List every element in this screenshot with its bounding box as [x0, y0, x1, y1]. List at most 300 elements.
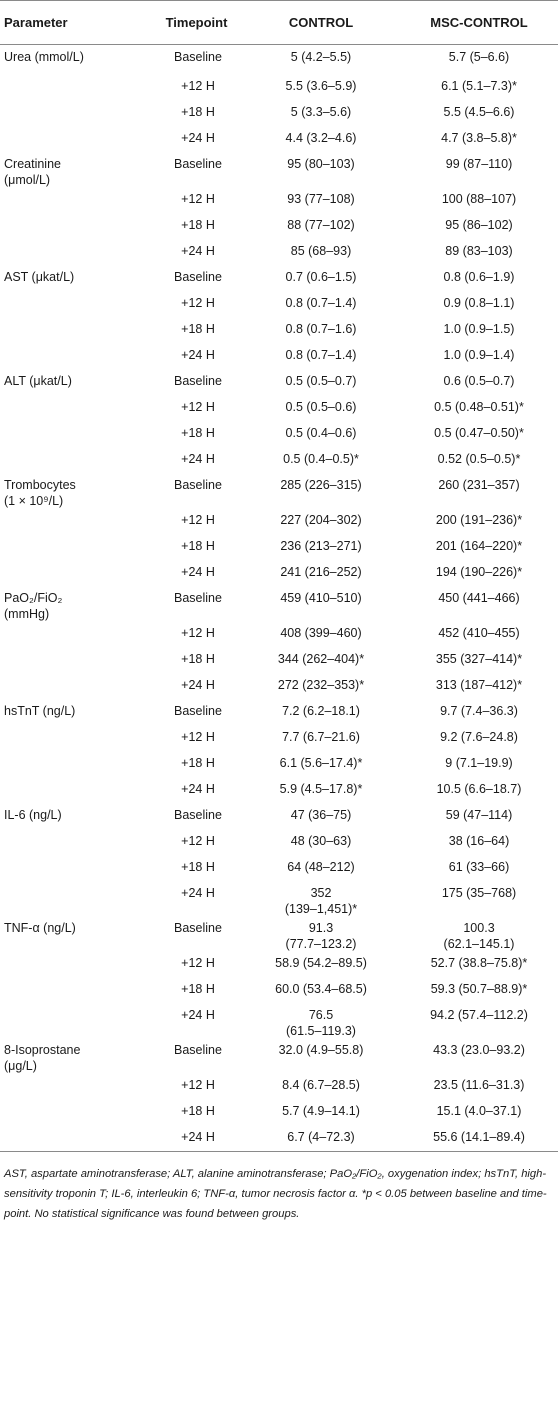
cell-control [242, 561, 400, 587]
cell-control-text: 47 (36–75) [290, 807, 352, 822]
cell-parameter [0, 396, 140, 422]
cell-msc-control-text: 5.5 (4.5–6.6) [443, 104, 515, 119]
cell-msc-control-text: 201 (164–220)* [435, 538, 523, 553]
cell-control-text: 0.7 (0.6–1.5) [285, 269, 357, 284]
cell-control [242, 370, 400, 396]
cell-control-text-line2: (77.7–123.2) [285, 936, 357, 951]
cell-timepoint-text: +12 H [181, 833, 215, 848]
cell-timepoint-text: Baseline [174, 477, 222, 492]
cell-msc-control-text: 59.3 (50.7–88.9)* [430, 981, 528, 996]
cell-msc-control-text: 52.7 (38.8–75.8)* [430, 955, 528, 970]
cell-timepoint [140, 561, 242, 587]
cell-msc-control-text: 9.2 (7.6–24.8) [440, 729, 518, 744]
cell-control [242, 1126, 400, 1152]
cell-msc-control-text: 200 (191–236)* [435, 512, 523, 527]
header-msc-control: MSC-CONTROL [430, 15, 528, 30]
cell-msc-control [400, 700, 558, 726]
cell-timepoint-text: +24 H [181, 1007, 215, 1022]
cell-timepoint-text: +12 H [181, 729, 215, 744]
cell-timepoint-text: Baseline [174, 590, 222, 605]
cell-timepoint-text: +18 H [181, 859, 215, 874]
cell-msc-control [400, 75, 558, 101]
table-row [0, 587, 558, 622]
cell-parameter-text: Urea (mmol/L) [4, 50, 84, 64]
table-row [0, 75, 558, 101]
cell-parameter-text: IL-6 (ng/L) [4, 807, 62, 822]
cell-control [242, 153, 400, 188]
table-row [0, 422, 558, 448]
cell-msc-control-text: 89 (83–103) [445, 243, 513, 258]
table-row [0, 804, 558, 830]
cell-control [242, 509, 400, 535]
cell-control-text: 0.5 (0.4–0.5)* [283, 451, 359, 466]
cell-control [242, 882, 400, 917]
cell-msc-control [400, 509, 558, 535]
cell-timepoint [140, 1074, 242, 1100]
cell-timepoint [140, 422, 242, 448]
table-footnote: AST, aspartate aminotransferase; ALT, alanine aminotransferase; PaO₂/FiO₂, oxygenation index; hsTnT, high-sensitivity troponin T; IL-6, interleukin 6; TNF-α, tumor necrosis factor α. *p < 0.05 between baseline and time-point. No statistical significance was found between groups. [4, 1168, 547, 1220]
cell-control [242, 344, 400, 370]
table-row [0, 674, 558, 700]
cell-control [242, 45, 400, 75]
cell-msc-control-text: 0.8 (0.6–1.9) [443, 269, 515, 284]
cell-timepoint [140, 726, 242, 752]
cell-msc-control-text: 0.9 (0.8–1.1) [443, 295, 515, 310]
cell-control [242, 622, 400, 648]
table-row [0, 45, 558, 75]
cell-msc-control [400, 448, 558, 474]
cell-parameter [0, 127, 140, 153]
cell-timepoint [140, 240, 242, 266]
cell-control [242, 700, 400, 726]
cell-msc-control [400, 1126, 558, 1152]
cell-msc-control [400, 882, 558, 917]
cell-control-text: 7.2 (6.2–18.1) [282, 703, 360, 718]
cell-control-text: 352 [310, 885, 332, 900]
cell-msc-control [400, 344, 558, 370]
cell-timepoint-text: +12 H [181, 512, 215, 527]
cell-timepoint-text: Baseline [174, 373, 222, 388]
cell-control-text: 5 (3.3–5.6) [290, 104, 352, 119]
cell-msc-control-text: 23.5 (11.6–31.3) [433, 1077, 525, 1092]
cell-msc-control [400, 804, 558, 830]
cell-msc-control [400, 830, 558, 856]
cell-timepoint-text: Baseline [174, 1042, 222, 1057]
cell-control-text: 88 (77–102) [287, 217, 355, 232]
cell-control [242, 978, 400, 1004]
cell-msc-control-text: 452 (410–455) [438, 625, 520, 640]
cell-parameter [0, 214, 140, 240]
table-row [0, 1004, 558, 1039]
cell-timepoint-text: +12 H [181, 399, 215, 414]
cell-control [242, 917, 400, 952]
cell-parameter [0, 153, 140, 188]
cell-timepoint-text: +12 H [181, 955, 215, 970]
cell-parameter-text: PaO₂/FiO₂ [4, 590, 63, 605]
cell-control-text: 272 (232–353)* [277, 677, 365, 692]
cell-control-text: 459 (410–510) [280, 590, 362, 605]
cell-control [242, 778, 400, 804]
cell-control [242, 240, 400, 266]
cell-control [242, 101, 400, 127]
cell-msc-control-text: 100 (88–107) [441, 191, 517, 206]
cell-timepoint [140, 127, 242, 153]
table-header [0, 1, 558, 45]
cell-timepoint [140, 752, 242, 778]
cell-control-text: 0.5 (0.4–0.6) [285, 425, 357, 440]
cell-msc-control-text: 59 (47–114) [445, 807, 513, 822]
cell-parameter-text-line2: (1 × 10⁹/L) [4, 493, 64, 508]
cell-timepoint-text: Baseline [174, 156, 222, 171]
cell-timepoint-text: +24 H [181, 564, 215, 579]
cell-msc-control [400, 752, 558, 778]
table-row [0, 396, 558, 422]
cell-timepoint-text: +18 H [181, 651, 215, 666]
cell-parameter [0, 622, 140, 648]
cell-msc-control [400, 153, 558, 188]
cell-timepoint [140, 474, 242, 509]
cell-control-text: 6.7 (4–72.3) [287, 1129, 355, 1144]
cell-parameter-text: 8-Isoprostane [4, 1042, 81, 1057]
cell-msc-control [400, 1074, 558, 1100]
table-row [0, 882, 558, 917]
cell-msc-control [400, 396, 558, 422]
cell-parameter [0, 45, 140, 75]
table-row [0, 952, 558, 978]
cell-parameter [0, 561, 140, 587]
cell-control-text: 5.7 (4.9–14.1) [282, 1103, 360, 1118]
cell-timepoint [140, 344, 242, 370]
table-row [0, 1039, 558, 1074]
cell-msc-control [400, 856, 558, 882]
table-row [0, 370, 558, 396]
header-timepoint: Timepoint [165, 15, 228, 30]
cell-parameter [0, 1126, 140, 1152]
cell-msc-control [400, 587, 558, 622]
cell-msc-control [400, 1004, 558, 1039]
cell-parameter-text: Creatinine [4, 156, 61, 171]
cell-timepoint-text: +12 H [181, 295, 215, 310]
cell-control-text: 241 (216–252) [280, 564, 362, 579]
table-row [0, 778, 558, 804]
cell-msc-control-text: 94.2 (57.4–112.2) [430, 1007, 528, 1022]
cell-control [242, 535, 400, 561]
table-row [0, 622, 558, 648]
cell-msc-control-text: 355 (327–414)* [435, 651, 523, 666]
cell-control [242, 752, 400, 778]
cell-msc-control [400, 101, 558, 127]
cell-timepoint [140, 214, 242, 240]
cell-msc-control-text: 43.3 (23.0–93.2) [433, 1042, 525, 1057]
cell-msc-control [400, 266, 558, 292]
cell-timepoint-text: +24 H [181, 677, 215, 692]
table-row [0, 448, 558, 474]
cell-msc-control-text: 55.6 (14.1–89.4) [433, 1129, 525, 1144]
cell-control [242, 75, 400, 101]
cell-control-text: 58.9 (54.2–89.5) [275, 955, 367, 970]
cell-msc-control-text: 4.7 (3.8–5.8)* [441, 130, 517, 145]
cell-control-text: 4.4 (3.2–4.6) [285, 130, 357, 145]
cell-timepoint [140, 509, 242, 535]
cell-timepoint [140, 622, 242, 648]
cell-msc-control [400, 370, 558, 396]
cell-parameter [0, 648, 140, 674]
cell-parameter [0, 674, 140, 700]
cell-control-text: 5.5 (3.6–5.9) [285, 78, 357, 93]
cell-parameter-text: ALT (μkat/L) [4, 373, 72, 388]
table-row [0, 648, 558, 674]
cell-control-text: 0.8 (0.7–1.4) [285, 295, 357, 310]
header-parameter: Parameter [4, 15, 68, 30]
cell-control-text: 236 (213–271) [280, 538, 362, 553]
cell-timepoint [140, 778, 242, 804]
cell-msc-control-text: 1.0 (0.9–1.5) [443, 321, 515, 336]
cell-timepoint [140, 45, 242, 75]
cell-control-text: 408 (399–460) [280, 625, 362, 640]
table-row [0, 101, 558, 127]
table-row [0, 856, 558, 882]
cell-control-text: 0.5 (0.5–0.7) [285, 373, 357, 388]
cell-parameter [0, 882, 140, 917]
cell-parameter-text: TNF-α (ng/L) [4, 920, 76, 935]
cell-control [242, 804, 400, 830]
cell-parameter [0, 804, 140, 830]
cell-control [242, 648, 400, 674]
cell-msc-control [400, 778, 558, 804]
cell-msc-control-text-line2: (62.1–145.1) [443, 936, 515, 951]
cell-timepoint [140, 952, 242, 978]
cell-control [242, 318, 400, 344]
cell-msc-control-text: 6.1 (5.1–7.3)* [441, 78, 517, 93]
cell-msc-control-text: 260 (231–357) [438, 477, 520, 492]
cell-control [242, 952, 400, 978]
cell-timepoint [140, 75, 242, 101]
cell-control-text: 93 (77–108) [287, 191, 355, 206]
cell-timepoint-text: +18 H [181, 981, 215, 996]
cell-control-text: 7.7 (6.7–21.6) [282, 729, 360, 744]
cell-timepoint [140, 448, 242, 474]
cell-timepoint [140, 266, 242, 292]
cell-timepoint [140, 648, 242, 674]
cell-parameter-text: hsTnT (ng/L) [4, 703, 76, 718]
cell-control [242, 474, 400, 509]
cell-control [242, 396, 400, 422]
table-row [0, 1074, 558, 1100]
cell-control [242, 127, 400, 153]
cell-msc-control-text: 99 (87–110) [445, 156, 513, 171]
cell-control-text: 85 (68–93) [290, 243, 352, 258]
cell-timepoint [140, 587, 242, 622]
cell-msc-control [400, 648, 558, 674]
table-row [0, 292, 558, 318]
cell-control-text-line2: (139–1,451)* [284, 901, 358, 916]
cell-timepoint [140, 318, 242, 344]
cell-parameter [0, 75, 140, 101]
cell-msc-control [400, 45, 558, 75]
cell-parameter [0, 474, 140, 509]
cell-msc-control [400, 622, 558, 648]
cell-msc-control-text: 5.7 (5–6.6) [448, 50, 510, 64]
cell-timepoint [140, 1126, 242, 1152]
cell-msc-control [400, 1039, 558, 1074]
cell-parameter [0, 188, 140, 214]
table-row [0, 535, 558, 561]
cell-msc-control-text: 100.3 [463, 920, 495, 935]
cell-msc-control-text: 175 (35–768) [441, 885, 517, 900]
cell-msc-control [400, 952, 558, 978]
cell-msc-control-text: 0.5 (0.47–0.50)* [434, 425, 524, 440]
cell-msc-control [400, 292, 558, 318]
cell-parameter [0, 1039, 140, 1074]
cell-control-text: 5.9 (4.5–17.8)* [279, 781, 363, 796]
cell-timepoint-text: Baseline [174, 920, 222, 935]
cell-parameter [0, 266, 140, 292]
cell-timepoint [140, 700, 242, 726]
table-row [0, 917, 558, 952]
cell-timepoint [140, 370, 242, 396]
table-row [0, 266, 558, 292]
cell-control-text: 0.8 (0.7–1.6) [285, 321, 357, 336]
cell-timepoint-text: +18 H [181, 104, 215, 119]
table-row [0, 474, 558, 509]
cell-parameter [0, 318, 140, 344]
cell-timepoint-text: +18 H [181, 755, 215, 770]
cell-timepoint-text: Baseline [174, 807, 222, 822]
cell-timepoint-text: +18 H [181, 321, 215, 336]
cell-control-text: 285 (226–315) [280, 477, 362, 492]
cell-control-text: 0.5 (0.5–0.6) [285, 399, 357, 414]
cell-timepoint-text: +24 H [181, 451, 215, 466]
cell-parameter [0, 917, 140, 952]
cell-msc-control [400, 214, 558, 240]
cell-timepoint-text: +24 H [181, 243, 215, 258]
cell-control [242, 1074, 400, 1100]
cell-control [242, 448, 400, 474]
cell-control [242, 1039, 400, 1074]
cell-timepoint-text: Baseline [174, 703, 222, 718]
cell-timepoint-text: +24 H [181, 347, 215, 362]
cell-msc-control [400, 978, 558, 1004]
cell-msc-control [400, 726, 558, 752]
cell-msc-control-text: 61 (33–66) [448, 859, 510, 874]
cell-timepoint-text: +18 H [181, 538, 215, 553]
cell-control [242, 292, 400, 318]
table-row [0, 214, 558, 240]
cell-timepoint-text: +12 H [181, 1077, 215, 1092]
cell-msc-control-text: 0.52 (0.5–0.5)* [437, 451, 521, 466]
cell-parameter [0, 587, 140, 622]
cell-timepoint [140, 804, 242, 830]
cell-control [242, 214, 400, 240]
cell-timepoint-text: +24 H [181, 781, 215, 796]
cell-msc-control [400, 674, 558, 700]
cell-msc-control [400, 474, 558, 509]
cell-msc-control [400, 188, 558, 214]
cell-parameter [0, 952, 140, 978]
cell-msc-control-text: 1.0 (0.9–1.4) [443, 347, 515, 362]
cell-control-text: 64 (48–212) [287, 859, 355, 874]
cell-parameter [0, 1074, 140, 1100]
table-row [0, 153, 558, 188]
cell-parameter [0, 726, 140, 752]
cell-msc-control [400, 917, 558, 952]
cell-parameter [0, 1100, 140, 1126]
cell-msc-control-text: 313 (187–412)* [435, 677, 523, 692]
cell-parameter-text-line2: (μmol/L) [4, 172, 51, 187]
cell-msc-control-text: 9 (7.1–19.9) [445, 755, 513, 770]
cell-timepoint-text: +18 H [181, 425, 215, 440]
cell-msc-control [400, 535, 558, 561]
cell-control-text: 5 (4.2–5.5) [290, 50, 352, 64]
cell-parameter-text-line2: (μg/L) [4, 1058, 37, 1073]
cell-parameter-text: Trombocytes [4, 477, 76, 492]
table-row [0, 700, 558, 726]
cell-timepoint [140, 882, 242, 917]
cell-timepoint [140, 856, 242, 882]
cell-msc-control [400, 127, 558, 153]
cell-control-text: 91.3 [308, 920, 334, 935]
cell-timepoint [140, 535, 242, 561]
cell-parameter [0, 370, 140, 396]
cell-control [242, 422, 400, 448]
cell-msc-control-text: 450 (441–466) [438, 590, 520, 605]
cell-msc-control [400, 422, 558, 448]
cell-parameter [0, 509, 140, 535]
cell-msc-control-text: 0.6 (0.5–0.7) [443, 373, 515, 388]
cell-timepoint [140, 830, 242, 856]
cell-timepoint [140, 396, 242, 422]
cell-control-text: 76.5 [308, 1007, 334, 1022]
table-row [0, 561, 558, 587]
table-row [0, 1126, 558, 1152]
cell-parameter [0, 448, 140, 474]
cell-parameter-text-line2: (mmHg) [4, 606, 50, 621]
cell-parameter-text: AST (μkat/L) [4, 269, 75, 284]
cell-msc-control-text: 10.5 (6.6–18.7) [436, 781, 522, 796]
cell-msc-control [400, 561, 558, 587]
cell-control [242, 674, 400, 700]
cell-msc-control-text: 9.7 (7.4–36.3) [440, 703, 518, 718]
cell-timepoint [140, 674, 242, 700]
cell-msc-control [400, 1100, 558, 1126]
cell-msc-control-text: 15.1 (4.0–37.1) [436, 1103, 522, 1118]
cell-parameter [0, 101, 140, 127]
cell-timepoint [140, 153, 242, 188]
cell-parameter [0, 752, 140, 778]
cell-parameter [0, 240, 140, 266]
cell-timepoint-text: +18 H [181, 1103, 215, 1118]
cell-timepoint-text: +18 H [181, 217, 215, 232]
cell-msc-control-text: 95 (86–102) [445, 217, 513, 232]
table-row [0, 752, 558, 778]
cell-control [242, 188, 400, 214]
cell-timepoint-text: Baseline [174, 50, 222, 64]
table-row [0, 509, 558, 535]
cell-timepoint-text: +24 H [181, 885, 215, 900]
cell-timepoint-text: +12 H [181, 191, 215, 206]
table-row [0, 188, 558, 214]
cell-control-text: 0.8 (0.7–1.4) [285, 347, 357, 362]
table-row [0, 830, 558, 856]
cell-control-text: 32.0 (4.9–55.8) [278, 1042, 364, 1057]
cell-timepoint [140, 101, 242, 127]
cell-msc-control-text: 38 (16–64) [448, 833, 510, 848]
header-control: CONTROL [288, 15, 354, 30]
cell-msc-control-text: 0.5 (0.48–0.51)* [434, 399, 524, 414]
table-row [0, 344, 558, 370]
cell-msc-control [400, 318, 558, 344]
cell-control-text: 60.0 (53.4–68.5) [275, 981, 367, 996]
